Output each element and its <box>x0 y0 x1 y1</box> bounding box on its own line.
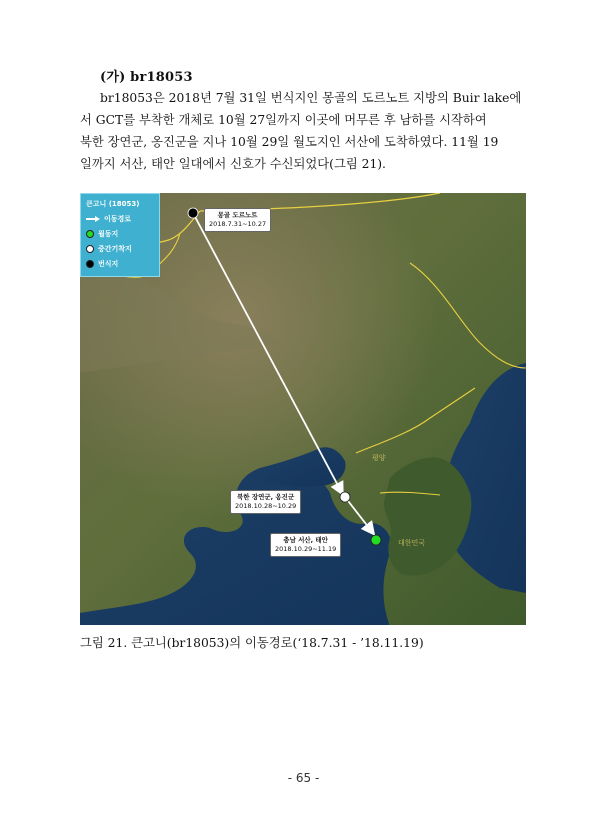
body-paragraph <box>80 87 529 175</box>
wintering-site-marker <box>371 535 381 545</box>
legend-label: 이동경로 <box>104 215 132 223</box>
breeding-site-marker <box>188 208 198 218</box>
legend-item-route <box>86 214 131 224</box>
paragraph-line: 서 GCT를 부착한 개체로 10월 27일까지 이곳에 머무른 후 남하를 시작하여 <box>80 113 487 127</box>
arrow-right-icon <box>86 216 100 222</box>
paragraph-line: 일까지 서산, 태안 일대에서 신호가 수신되었다(그림 21). <box>80 157 386 171</box>
legend-label: 중간기착지 <box>98 245 132 253</box>
place-label-south-korea: 대한민국 <box>398 539 426 547</box>
stopover-site-marker <box>340 492 350 502</box>
legend-label: 번식지 <box>98 260 119 268</box>
black-dot-icon <box>86 260 94 268</box>
legend-title: 큰고니 (18053) <box>86 200 140 208</box>
callout-breeding-site <box>204 208 271 232</box>
callout-wintering-site <box>270 533 341 557</box>
legend-item-wintering <box>86 229 118 239</box>
site-name: 북한 장연군, 옹진군 <box>237 493 295 501</box>
legend-label: 월동지 <box>98 230 119 238</box>
paragraph-line: 북한 장연군, 옹진군을 지나 10월 29일 월도지인 서산에 도착하였다. 11월 19 <box>80 135 499 149</box>
legend-item-breeding <box>86 259 118 269</box>
place-label-pyongyang: 평양 <box>372 454 386 462</box>
callout-stopover-site <box>230 490 301 514</box>
paragraph-line: br18053은 2018년 7월 31일 번식지인 몽골의 도르노트 지방의 Buir lake에 <box>100 91 522 105</box>
migration-map-figure <box>80 193 526 625</box>
site-dates: 2018.7.31~10.27 <box>209 220 267 228</box>
legend-item-stopover <box>86 244 132 254</box>
site-name: 충남 서산, 태안 <box>283 536 328 544</box>
map-legend <box>80 193 160 277</box>
white-dot-icon <box>86 245 94 253</box>
site-name: 몽골 도르노트 <box>217 211 258 219</box>
site-dates: 2018.10.29~11.19 <box>275 545 337 553</box>
site-dates: 2018.10.28~10.29 <box>235 502 297 510</box>
green-dot-icon <box>86 230 94 238</box>
page-number: - 65 - <box>287 771 320 785</box>
section-heading: (가) br18053 <box>100 70 193 85</box>
figure-caption: 그림 21. 큰고니(br18053)의 이동경로(‘18.7.31 - ’18.11.19) <box>80 636 424 650</box>
